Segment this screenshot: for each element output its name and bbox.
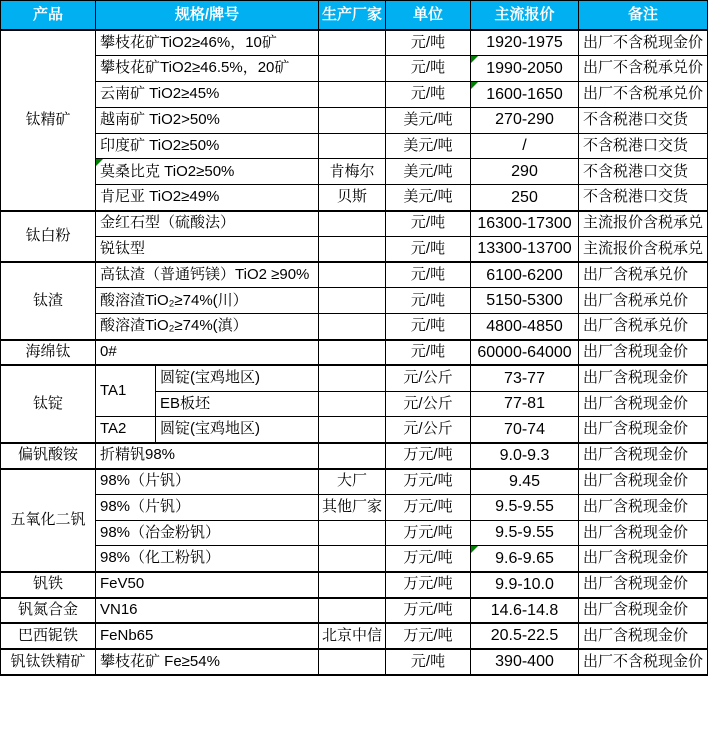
table-row xyxy=(1,314,708,340)
producer-cell xyxy=(319,417,386,443)
table-row xyxy=(1,494,708,520)
product-cell: 五氧化二钒 xyxy=(1,469,96,572)
spec-cell: 越南矿 TiO2>50% xyxy=(96,107,319,133)
spec-cell: FeNb65 xyxy=(96,623,319,649)
table-row xyxy=(1,185,708,211)
price-cell: / xyxy=(471,133,579,159)
producer-cell xyxy=(319,443,386,469)
note-cell: 主流报价含税承兑 xyxy=(579,211,708,237)
price-cell: 20.5-22.5 xyxy=(471,623,579,649)
unit-cell: 万元/吨 xyxy=(386,623,471,649)
unit-cell: 美元/吨 xyxy=(386,185,471,211)
unit-cell: 元/吨 xyxy=(386,56,471,82)
note-cell: 出厂含税现金价 xyxy=(579,572,708,598)
grade-cell: TA1 xyxy=(96,365,156,417)
table-row xyxy=(1,82,708,108)
unit-cell: 美元/吨 xyxy=(386,159,471,185)
note-cell: 不含税港口交货 xyxy=(579,133,708,159)
product-cell: 钛精矿 xyxy=(1,30,96,211)
price-cell: 60000-64000 xyxy=(471,340,579,366)
producer-cell xyxy=(319,520,386,546)
header-producer: 生产厂家 xyxy=(319,1,386,31)
table-row xyxy=(1,236,708,262)
note-cell: 出厂含税现金价 xyxy=(579,443,708,469)
table-row xyxy=(1,443,708,469)
product-cell: 巴西铌铁 xyxy=(1,623,96,649)
producer-cell xyxy=(319,598,386,624)
unit-cell: 元/公斤 xyxy=(386,365,471,391)
table-row xyxy=(1,159,708,185)
producer-cell xyxy=(319,546,386,572)
table-row xyxy=(1,133,708,159)
table-row xyxy=(1,56,708,82)
table-row xyxy=(1,262,708,288)
note-cell: 出厂含税现金价 xyxy=(579,469,708,495)
product-cell: 钛白粉 xyxy=(1,211,96,263)
producer-cell xyxy=(319,340,386,366)
note-cell: 出厂含税现金价 xyxy=(579,623,708,649)
spec-cell: 肯尼亚 TiO2≥49% xyxy=(96,185,319,211)
note-cell: 出厂含税承兑价 xyxy=(579,314,708,340)
unit-cell: 元/吨 xyxy=(386,236,471,262)
spec-cell: 98%（化工粉钒） xyxy=(96,546,319,572)
price-value: 1600-1650 xyxy=(486,85,563,103)
product-cell: 偏钒酸铵 xyxy=(1,443,96,469)
unit-cell: 万元/吨 xyxy=(386,443,471,469)
note-cell: 出厂含税现金价 xyxy=(579,520,708,546)
note-cell: 出厂含税现金价 xyxy=(579,494,708,520)
spec-cell: 印度矿 TiO2≥50% xyxy=(96,133,319,159)
comment-flag-icon xyxy=(471,56,478,63)
producer-cell xyxy=(319,365,386,391)
product-cell: 钒铁 xyxy=(1,572,96,598)
table-row xyxy=(1,469,708,495)
spec-cell: 98%（片钒） xyxy=(96,469,319,495)
note-cell: 出厂含税现金价 xyxy=(579,340,708,366)
unit-cell: 元/吨 xyxy=(386,82,471,108)
price-cell xyxy=(471,82,579,108)
note-cell: 不含税港口交货 xyxy=(579,107,708,133)
product-cell: 钛渣 xyxy=(1,262,96,339)
producer-cell xyxy=(319,82,386,108)
unit-cell: 万元/吨 xyxy=(386,494,471,520)
note-cell: 出厂不含税现金价 xyxy=(579,30,708,56)
price-cell xyxy=(471,56,579,82)
unit-cell: 元/公斤 xyxy=(386,417,471,443)
price-cell: 9.9-10.0 xyxy=(471,572,579,598)
price-cell: 70-74 xyxy=(471,417,579,443)
table-row xyxy=(1,107,708,133)
producer-cell xyxy=(319,262,386,288)
table-row xyxy=(1,623,708,649)
price-value: 9.6-9.65 xyxy=(495,549,554,567)
table-row xyxy=(1,546,708,572)
spec-cell: 锐钛型 xyxy=(96,236,319,262)
note-cell: 出厂含税现金价 xyxy=(579,365,708,391)
table-row xyxy=(1,30,708,56)
note-cell: 出厂不含税承兑价 xyxy=(579,56,708,82)
comment-flag-icon xyxy=(471,546,478,553)
unit-cell: 万元/吨 xyxy=(386,598,471,624)
spec-cell xyxy=(96,159,319,185)
table-row xyxy=(1,340,708,366)
price-cell: 73-77 xyxy=(471,365,579,391)
spec-cell: 98%（片钒） xyxy=(96,494,319,520)
unit-cell: 元/吨 xyxy=(386,314,471,340)
producer-cell xyxy=(319,572,386,598)
spec-cell: 酸溶渣TiO₂≥74%(川） xyxy=(96,288,319,314)
table-row xyxy=(1,211,708,237)
note-cell: 出厂不含税承兑价 xyxy=(579,82,708,108)
price-cell xyxy=(471,546,579,572)
producer-cell xyxy=(319,314,386,340)
price-cell: 270-290 xyxy=(471,107,579,133)
product-cell: 钒氮合金 xyxy=(1,598,96,624)
table-row xyxy=(1,288,708,314)
table-row xyxy=(1,598,708,624)
grade-cell: TA2 xyxy=(96,417,156,443)
unit-cell: 元/吨 xyxy=(386,262,471,288)
note-cell: 出厂含税现金价 xyxy=(579,417,708,443)
price-cell: 14.6-14.8 xyxy=(471,598,579,624)
spec-cell: 金红石型（硫酸法） xyxy=(96,211,319,237)
spec-cell: FeV50 xyxy=(96,572,319,598)
spec-cell: 0# xyxy=(96,340,319,366)
header-spec: 规格/牌号 xyxy=(96,1,319,31)
price-cell: 13300-13700 xyxy=(471,236,579,262)
header-price: 主流报价 xyxy=(471,1,579,31)
unit-cell: 元/吨 xyxy=(386,649,471,675)
note-cell: 出厂含税现金价 xyxy=(579,391,708,417)
price-cell: 6100-6200 xyxy=(471,262,579,288)
price-cell: 4800-4850 xyxy=(471,314,579,340)
product-cell: 钒钛铁精矿 xyxy=(1,649,96,675)
table-row xyxy=(1,365,708,391)
table-row xyxy=(1,417,708,443)
product-cell: 钛锭 xyxy=(1,365,96,442)
spec-cell: 攀枝花矿TiO2≥46.5%，20矿 xyxy=(96,56,319,82)
note-cell: 出厂不含税现金价 xyxy=(579,649,708,675)
note-cell: 主流报价含税承兑 xyxy=(579,236,708,262)
spec-cell: 酸溶渣TiO₂≥74%(滇） xyxy=(96,314,319,340)
spec-cell: 圆锭(宝鸡地区) xyxy=(156,417,319,443)
unit-cell: 元/吨 xyxy=(386,340,471,366)
note-cell: 出厂含税承兑价 xyxy=(579,288,708,314)
price-cell: 1920-1975 xyxy=(471,30,579,56)
producer-cell xyxy=(319,391,386,417)
price-cell: 9.0-9.3 xyxy=(471,443,579,469)
spec-cell: 云南矿 TiO2≥45% xyxy=(96,82,319,108)
spec-cell: 攀枝花矿TiO2≥46%，10矿 xyxy=(96,30,319,56)
header-note: 备注 xyxy=(579,1,708,31)
comment-flag-icon xyxy=(471,82,478,89)
comment-flag-icon xyxy=(96,159,103,166)
spec-value: 莫桑比克 TiO2≥50% xyxy=(100,162,235,180)
producer-cell: 贝斯 xyxy=(319,185,386,211)
unit-cell: 万元/吨 xyxy=(386,469,471,495)
note-cell: 出厂含税现金价 xyxy=(579,546,708,572)
unit-cell: 万元/吨 xyxy=(386,546,471,572)
unit-cell: 元/公斤 xyxy=(386,391,471,417)
producer-cell xyxy=(319,211,386,237)
producer-cell: 北京中信 xyxy=(319,623,386,649)
spec-cell: 圆锭(宝鸡地区) xyxy=(156,365,319,391)
spec-cell: 攀枝花矿 Fe≥54% xyxy=(96,649,319,675)
price-cell: 9.5-9.55 xyxy=(471,494,579,520)
price-cell: 16300-17300 xyxy=(471,211,579,237)
price-cell: 390-400 xyxy=(471,649,579,675)
spec-cell: 98%（冶金粉钒） xyxy=(96,520,319,546)
producer-cell xyxy=(319,107,386,133)
price-cell: 5150-5300 xyxy=(471,288,579,314)
header-product: 产品 xyxy=(1,1,96,31)
note-cell: 出厂含税承兑价 xyxy=(579,262,708,288)
price-cell: 77-81 xyxy=(471,391,579,417)
producer-cell xyxy=(319,133,386,159)
note-cell: 不含税港口交货 xyxy=(579,159,708,185)
table-row xyxy=(1,520,708,546)
producer-cell xyxy=(319,649,386,675)
producer-cell: 其他厂家 xyxy=(319,494,386,520)
spec-cell: VN16 xyxy=(96,598,319,624)
producer-cell xyxy=(319,236,386,262)
producer-cell: 肯梅尔 xyxy=(319,159,386,185)
unit-cell: 万元/吨 xyxy=(386,572,471,598)
unit-cell: 美元/吨 xyxy=(386,133,471,159)
producer-cell: 大厂 xyxy=(319,469,386,495)
table-row xyxy=(1,649,708,675)
unit-cell: 万元/吨 xyxy=(386,520,471,546)
unit-cell: 元/吨 xyxy=(386,30,471,56)
spec-cell: 高钛渣（普通钙镁）TiO2 ≥90% xyxy=(96,262,319,288)
producer-cell xyxy=(319,30,386,56)
product-cell: 海绵钛 xyxy=(1,340,96,366)
unit-cell: 美元/吨 xyxy=(386,107,471,133)
header-unit: 单位 xyxy=(386,1,471,31)
producer-cell xyxy=(319,56,386,82)
note-cell: 出厂含税现金价 xyxy=(579,598,708,624)
price-cell: 9.5-9.55 xyxy=(471,520,579,546)
price-cell: 290 xyxy=(471,159,579,185)
header-row xyxy=(1,1,708,31)
note-cell: 不含税港口交货 xyxy=(579,185,708,211)
producer-cell xyxy=(319,288,386,314)
spec-cell: 折精钒98% xyxy=(96,443,319,469)
unit-cell: 元/吨 xyxy=(386,211,471,237)
unit-cell: 元/吨 xyxy=(386,288,471,314)
price-cell: 250 xyxy=(471,185,579,211)
table-row xyxy=(1,572,708,598)
price-cell: 9.45 xyxy=(471,469,579,495)
spec-cell: EB板坯 xyxy=(156,391,319,417)
price-value: 1990-2050 xyxy=(486,59,563,77)
